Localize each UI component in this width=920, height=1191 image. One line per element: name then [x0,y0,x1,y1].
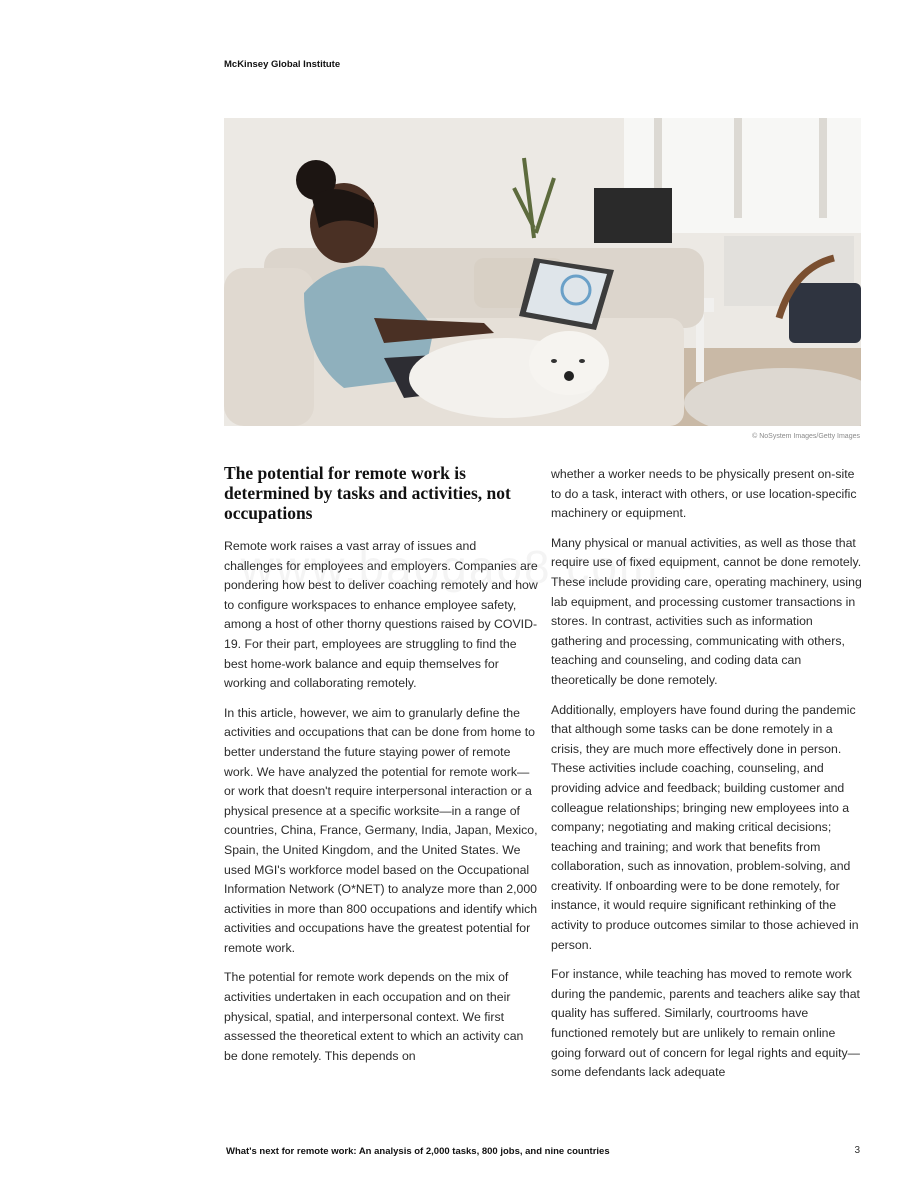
image-credit: © NoSystem Images/Getty Images [752,433,860,440]
right-column [551,462,865,1093]
paragraph: Many physical or manual activities, as well as those that require use of fixed equipment, cannot be done remotely. These include providing care, operating machinery, using lab equipment, and processing customer transactions in stores. In contrast, activities such as information gathering and processing, communicating with others, teaching and counseling, and coding data can theoretically be done remotely. [551,535,862,687]
footer-title: What's next for remote work: An analysis of 2,000 tasks, 800 jobs, and nine countries [226,1146,610,1157]
paragraph: whether a worker needs to be physically present on-site to do a task, interact with others, or use location-specific machinery or equipment. [551,467,857,521]
publisher-name: McKinsey Global Institute [224,59,341,70]
paragraph: Remote work raises a vast array of issues and challenges for employees and employers. Companies are pondering how best to deliver coaching remotely and how to configure workspaces to enhance employee safety, among a host of other thorny questions raised by COVID-19. For their part, employees are struggling to find the best home-work balance and equip themselves for working and collaborating remotely. [224,539,538,691]
left-column [224,462,538,1076]
paragraph: In this article, however, we aim to granularly define the activities and occupations that can be done from home to better understand the future staying power of remote work. We have analyzed the potential for remote work—or work that doesn't require interpersonal interaction or a physical presence at a specific worksite—in a range of countries, China, France, Germany, India, Japan, Mexico, Spain, the United Kingdom, and the United States. We used MGI's workforce model based on the Occupational Information Network (O*NET) to analyze more than 2,000 activities in more than 800 occupations and identify which activities and occupations have the greatest potential for remote work. [224,705,538,955]
paragraph: Additionally, employers have found during the pandemic that although some tasks can be done remotely in a crisis, they are much more effectively done in person. These activities include coaching, counseling, and providing advice and feedback; building customer and colleague relationships; bringing new employees into a company; negotiating and making critical decisions; teaching and training; and work that benefits from collaboration, such as innovation, problem-solving, and creativity. If onboarding were to be done remotely, for instance, it would require significant rethinking of the activity to produce outcomes similar to those achieved in person. [551,702,859,952]
paragraph: For instance, while teaching has moved to remote work during the pandemic, parents and teachers alike say that quality has suffered. Similarly, courtrooms have functioned remotely but are unlikely to remain online going forward out of concern for legal rights and equity—some defendants lack adequate [551,967,860,1080]
page-number: 3 [854,1145,860,1156]
hero-photo [224,118,861,426]
section-heading: The potential for remote work is determined by tasks and activities, not occupations [224,463,511,523]
paragraph: The potential for remote work depends on the mix of activities undertaken in each occupation and on their physical, spatial, and interpersonal context. We first assessed the theoretical extent to which an activity can be done remotely. This depends on [224,970,524,1063]
